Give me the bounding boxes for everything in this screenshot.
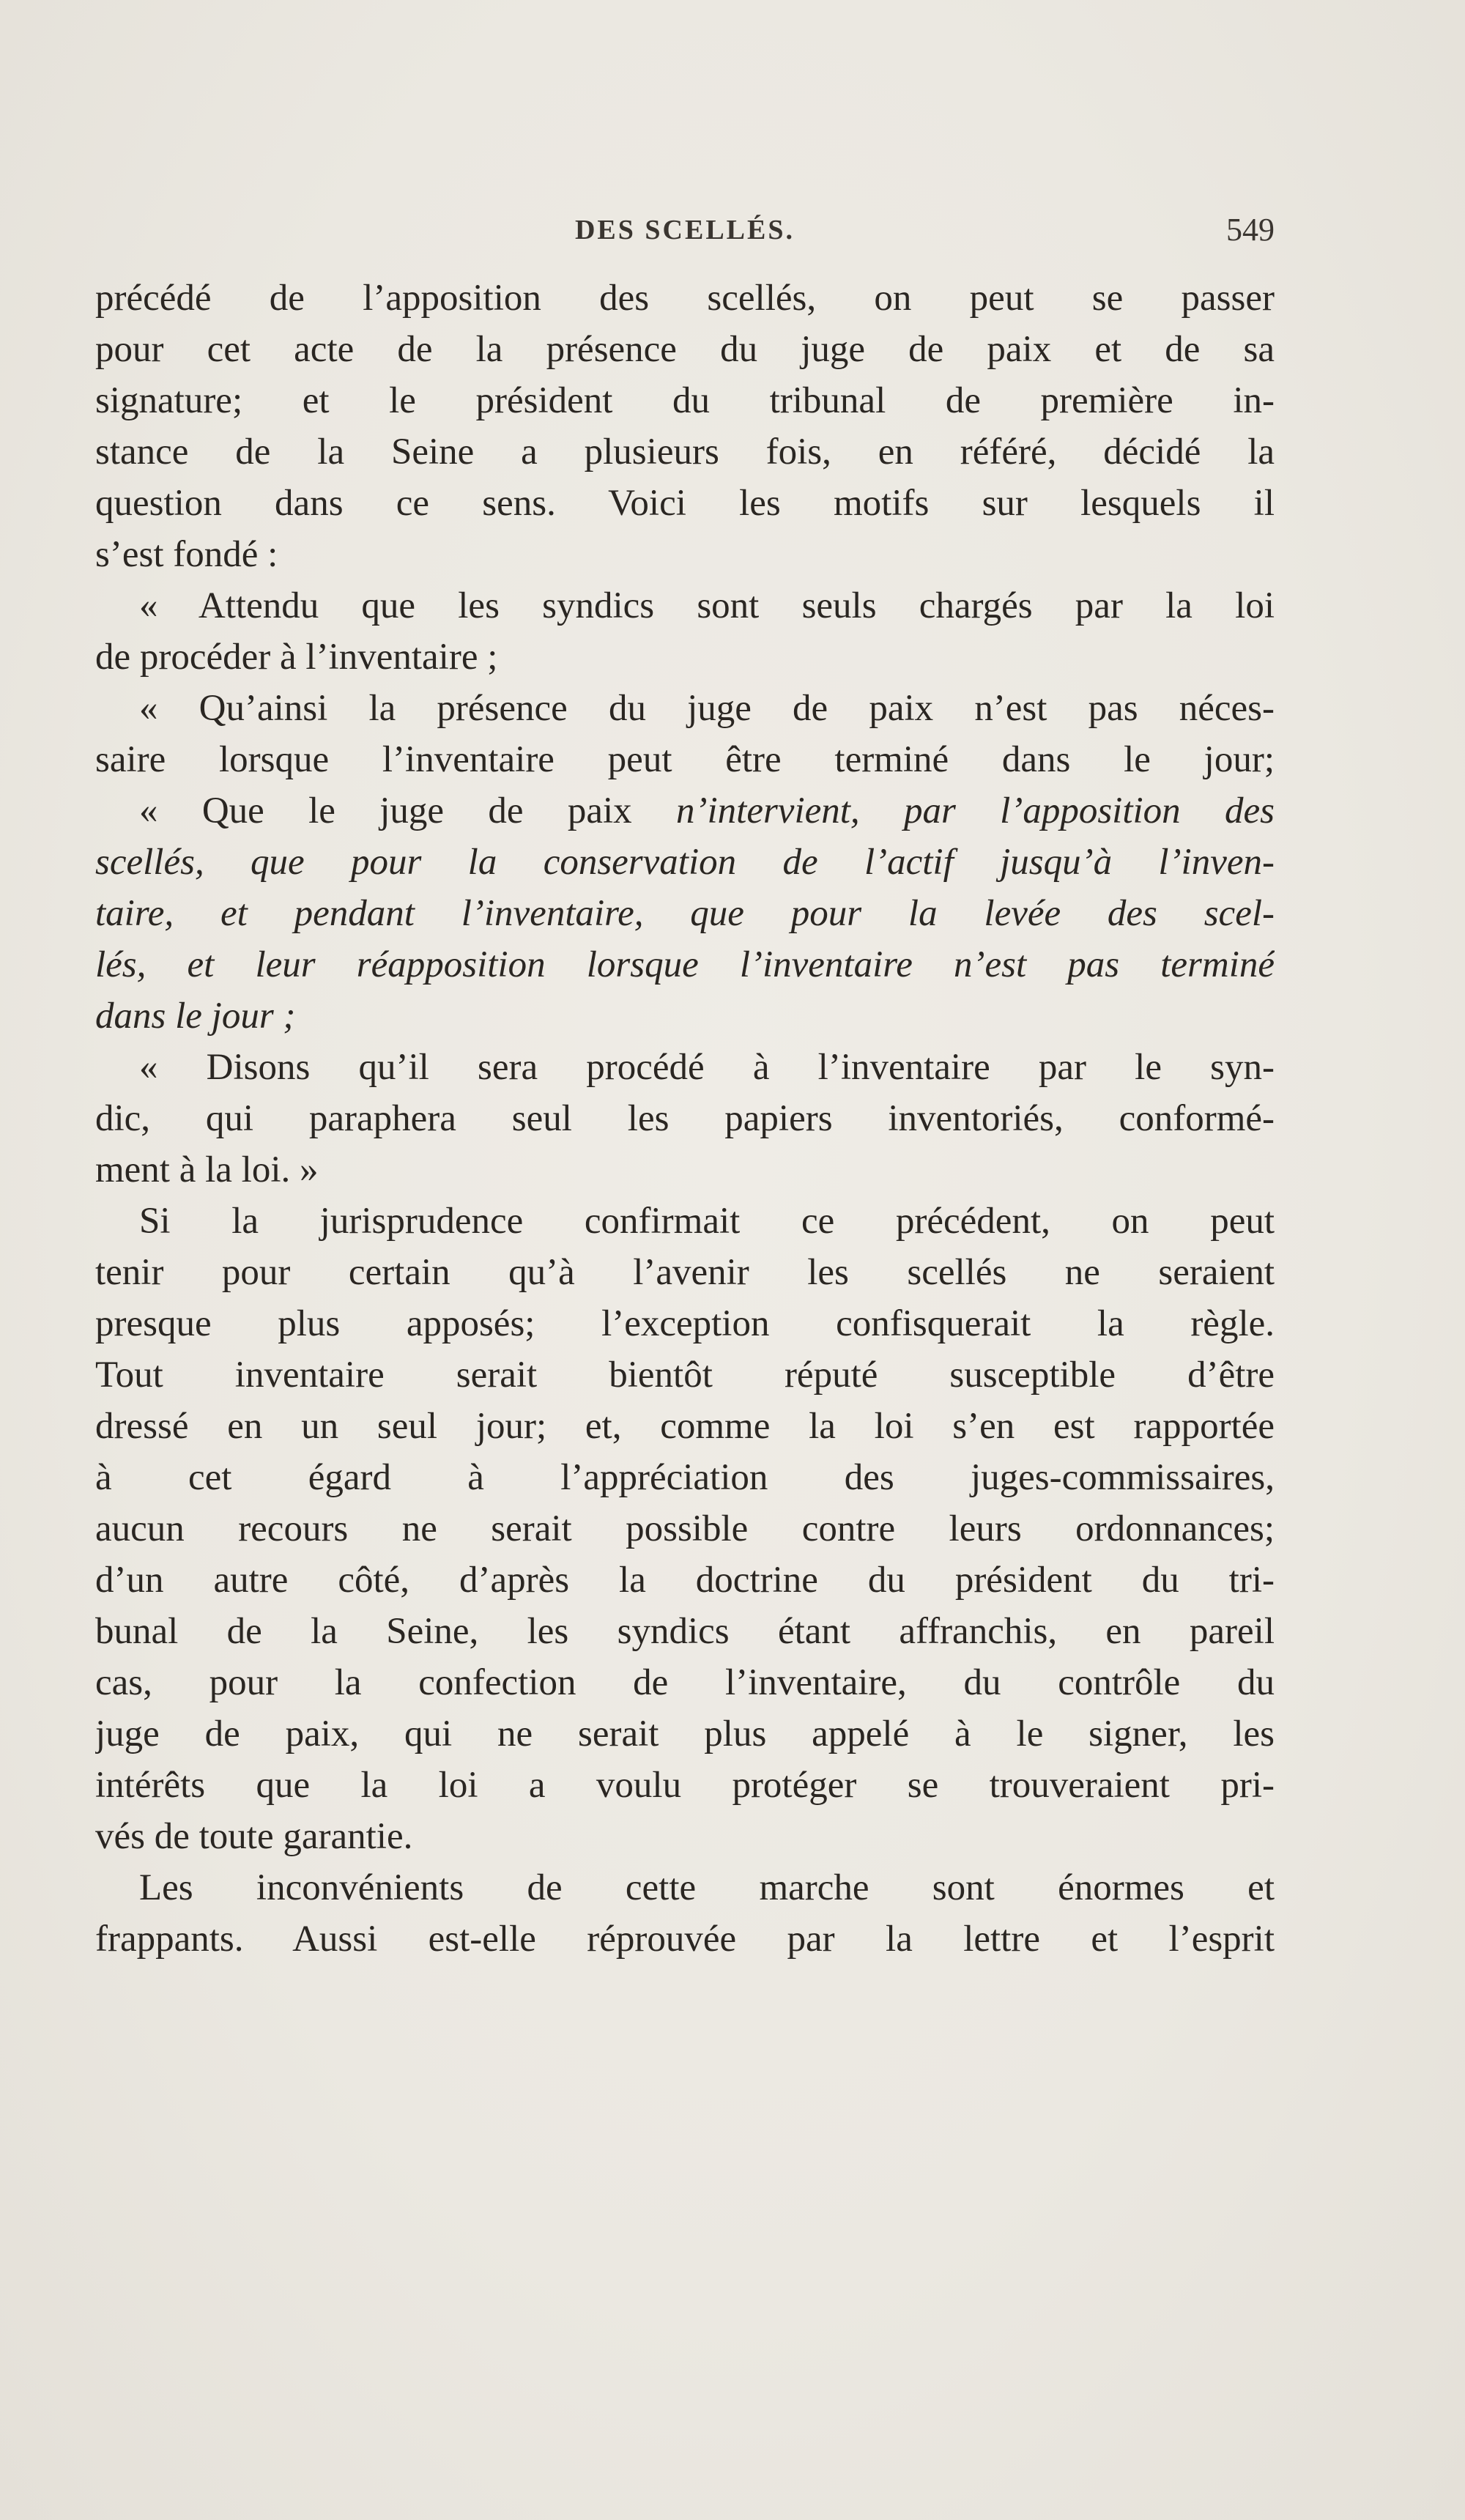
text-line: « Qu’ainsi la présence du juge de paix n’est pas néces- xyxy=(139,688,1275,729)
text-line: « Disons qu’il sera procédé à l’inventaire par le syn- xyxy=(139,1047,1275,1088)
text-segment-roman: « Que le juge de paix xyxy=(139,790,676,831)
text-line: frappants. Aussi est-elle réprouvée par la lettre et l’esprit xyxy=(95,1919,1275,1960)
text-line: de procéder à l’inventaire ; xyxy=(95,637,498,678)
text-line: Si la jurisprudence confirmait ce précédent, on peut xyxy=(139,1201,1275,1242)
page-header xyxy=(95,214,1275,258)
text-line: dans le jour ; xyxy=(95,996,296,1037)
text-line: saire lorsque l’inventaire peut être terminé dans le jour; xyxy=(95,739,1275,780)
text-line: à cet égard à l’appréciation des juges-commissaires, xyxy=(95,1457,1275,1498)
text-line: « Attendu que les syndics sont seuls chargés par la loi xyxy=(139,585,1275,626)
text-line: Les inconvénients de cette marche sont énormes et xyxy=(139,1867,1275,1908)
text-line: ment à la loi. » xyxy=(95,1149,319,1190)
text-line: pour cet acte de la présence du juge de paix et de sa xyxy=(95,329,1275,370)
text-line: s’est fondé : xyxy=(95,534,278,575)
text-line: intérêts que la loi a voulu protéger se trouveraient pri- xyxy=(95,1765,1275,1806)
text-line: Tout inventaire serait bientôt réputé susceptible d’être xyxy=(95,1354,1275,1396)
text-line: lés, et leur réapposition lorsque l’inventaire n’est pas terminé xyxy=(95,944,1275,985)
page-number: 549 xyxy=(1226,212,1275,248)
text-line: presque plus apposés; l’exception confisquerait la règle. xyxy=(95,1303,1275,1344)
text-line: signature; et le président du tribunal de première in- xyxy=(95,380,1275,421)
text-line: juge de paix, qui ne serait plus appelé à le signer, les xyxy=(95,1713,1275,1754)
text-line: scellés, que pour la conservation de l’actif jusqu’à l’inven- xyxy=(95,842,1275,883)
text-line: cas, pour la confection de l’inventaire, du contrôle du xyxy=(95,1662,1275,1703)
text-line: bunal de la Seine, les syndics étant affranchis, en pareil xyxy=(95,1611,1275,1652)
body-text xyxy=(95,273,1275,1965)
text-line: tenir pour certain qu’à l’avenir les scellés ne seraient xyxy=(95,1252,1275,1293)
text-line: dressé en un seul jour; et, comme la loi s’en est rapportée xyxy=(95,1406,1275,1447)
text-line: question dans ce sens. Voici les motifs sur lesquels il xyxy=(95,483,1275,524)
text-line: dic, qui paraphera seul les papiers inventoriés, conformé- xyxy=(95,1098,1275,1139)
text-line: précédé de l’apposition des scellés, on peut se passer xyxy=(95,278,1275,319)
text-line: d’un autre côté, d’après la doctrine du président du tri- xyxy=(95,1560,1275,1601)
text-segment-italic: n’intervient, par l’apposition des xyxy=(676,790,1275,831)
text-line: stance de la Seine a plusieurs fois, en référé, décidé la xyxy=(95,431,1275,472)
running-title: DES SCELLÉS. xyxy=(574,215,795,245)
text-line: taire, et pendant l’inventaire, que pour la levée des scel- xyxy=(95,893,1275,934)
text-line: vés de toute garantie. xyxy=(95,1816,413,1857)
text-line-mixed xyxy=(95,785,1275,837)
text-line: aucun recours ne serait possible contre leurs ordonnances; xyxy=(95,1508,1275,1549)
